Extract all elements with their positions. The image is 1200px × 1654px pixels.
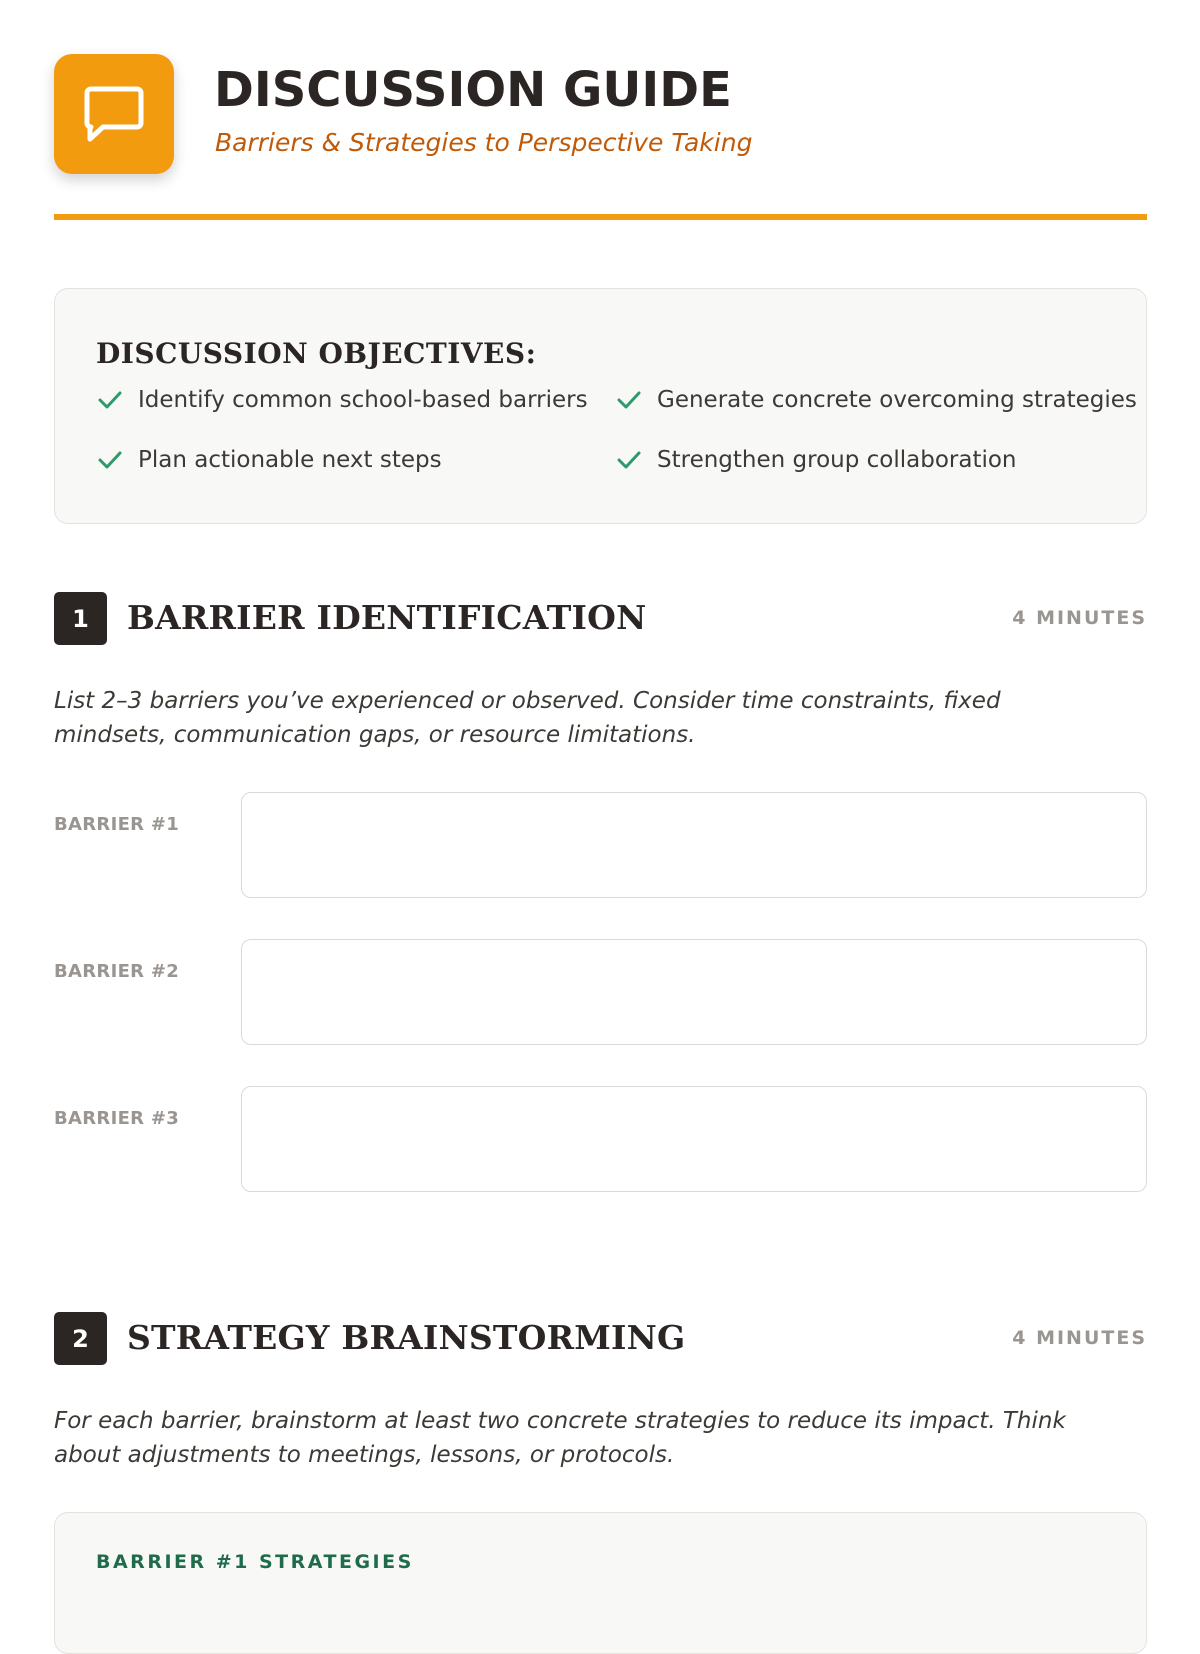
objective-text: Generate concrete overcoming strategies: [657, 387, 1137, 413]
section-number-badge: 2: [54, 1312, 107, 1365]
page-header: [54, 54, 1147, 174]
objective-item: [615, 387, 1137, 413]
section-barrier-identification: [54, 592, 1147, 646]
section-title: STRATEGY BRAINSTORMING: [127, 1318, 686, 1357]
check-icon: [96, 448, 124, 472]
barrier-1-strategies-card: [54, 1512, 1147, 1654]
chat-bubble-icon: [54, 54, 174, 174]
check-icon: [615, 388, 643, 412]
barrier-field-label: BARRIER #1: [54, 814, 180, 835]
objective-item: [96, 447, 442, 473]
section-duration: 4 MINUTES: [1012, 607, 1147, 629]
objective-text: Strengthen group collaboration: [657, 447, 1017, 473]
page-subtitle: Barriers & Strategies to Perspective Taking: [215, 128, 753, 157]
strategies-card-label: BARRIER #1 STRATEGIES: [96, 1551, 414, 1573]
objective-item: [96, 387, 588, 413]
barrier-field-label: BARRIER #3: [54, 1108, 180, 1129]
barrier-2-input[interactable]: [241, 939, 1147, 1045]
objective-text: Identify common school-based barriers: [138, 387, 588, 413]
section-description: List 2–3 barriers you’ve experienced or observed. Consider time constraints, fixed mindsets, communication gaps, or resource limitations.: [54, 688, 1001, 748]
objective-item: [615, 447, 1017, 473]
section-title: BARRIER IDENTIFICATION: [127, 598, 647, 637]
barrier-1-input[interactable]: [241, 792, 1147, 898]
objective-text: Plan actionable next steps: [138, 447, 442, 473]
section-number-badge: 1: [54, 592, 107, 645]
barrier-3-input[interactable]: [241, 1086, 1147, 1192]
objectives-panel: [54, 288, 1147, 524]
barrier-field-row: [54, 1086, 1147, 1192]
section-duration: 4 MINUTES: [1012, 1327, 1147, 1349]
check-icon: [96, 388, 124, 412]
barrier-field-row: [54, 939, 1147, 1045]
header-divider: [54, 214, 1147, 220]
barrier-field-label: BARRIER #2: [54, 961, 180, 982]
section-description: For each barrier, brainstorm at least two concrete strategies to reduce its impact. Think about adjustments to meetings, lessons, or protocols.: [54, 1408, 1066, 1468]
section-strategy-brainstorming: [54, 1312, 1147, 1366]
objectives-heading: DISCUSSION OBJECTIVES:: [96, 337, 537, 370]
page-title: DISCUSSION GUIDE: [214, 62, 732, 118]
barrier-field-row: [54, 792, 1147, 898]
check-icon: [615, 448, 643, 472]
